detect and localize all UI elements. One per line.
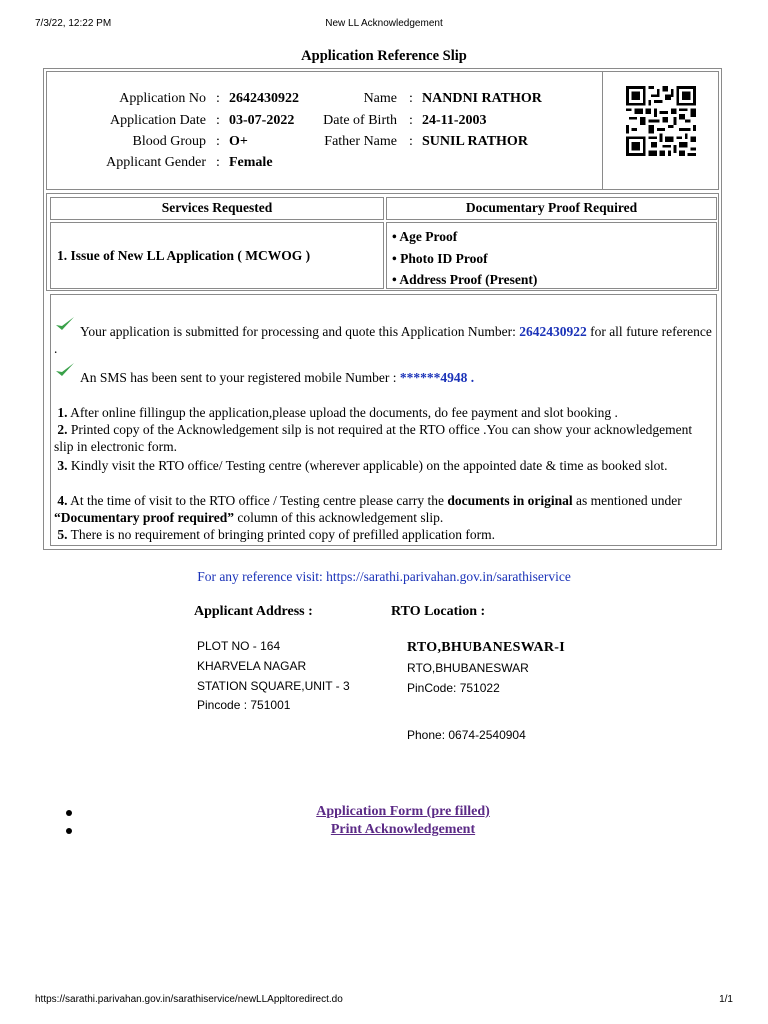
note-text: After online fillingup the application,please upload the documents, do fee payment and slot booking . <box>70 405 618 420</box>
list-item <box>0 822 768 840</box>
note-number: 5. <box>57 527 68 542</box>
note-text: Printed copy of the Acknowledgement silp is not required at the RTO office .You can show your acknowledgement slip in electronic form. <box>54 422 693 454</box>
note-text: At the time of visit to the RTO office / Testing centre please carry the <box>70 493 445 508</box>
father-name-label: Father Name <box>324 134 397 149</box>
note-number: 2. <box>57 422 68 437</box>
services-requested-header-text: Services Requested <box>161 200 273 215</box>
note-1 <box>54 404 714 421</box>
colon: : <box>216 134 220 149</box>
dob-value: 24-11-2003 <box>422 113 487 128</box>
colon: : <box>409 91 413 106</box>
note-text: There is no requirement of bringing printed copy of prefilled application form. <box>70 527 496 542</box>
note-number: 4. <box>57 493 68 508</box>
note-number: 1. <box>57 405 68 420</box>
application-no-label: Application No <box>119 91 206 106</box>
colon: : <box>216 155 220 170</box>
proof-list <box>392 226 537 291</box>
sms-message <box>54 369 714 386</box>
print-footer <box>35 994 733 1008</box>
proof-item: • Address Proof (Present) <box>392 272 538 287</box>
documentary-proof-header <box>386 197 717 220</box>
print-acknowledgement-link[interactable]: Print Acknowledgement <box>330 822 476 837</box>
note-number: 3. <box>57 458 68 473</box>
address-line: STATION SQUARE,UNIT - 3 <box>197 679 350 693</box>
address-line: Pincode : 751001 <box>197 698 291 712</box>
rto-name: RTO,BHUBANESWAR-I <box>407 640 565 655</box>
note-emphasis: “Documentary proof required” <box>54 510 234 525</box>
colon: : <box>409 113 413 128</box>
name-label: Name <box>363 91 397 106</box>
address-line: PLOT NO - 164 <box>197 639 281 653</box>
note-text: Kindly visit the RTO office/ Testing centre (wherever applicable) on the appointed date & time as booked slot. <box>70 458 668 473</box>
gender-label: Applicant Gender <box>106 155 206 170</box>
print-datetime: 7/3/22, 12:22 PM <box>35 18 112 29</box>
note-emphasis: documents in original <box>447 493 573 508</box>
father-name-value: SUNIL RATHOR <box>422 134 528 149</box>
address-line: KHARVELA NAGAR <box>197 659 307 673</box>
colon: : <box>409 134 413 149</box>
note-5 <box>54 526 714 543</box>
dob-label: Date of Birth <box>323 113 397 128</box>
print-page-number: 1/1 <box>719 994 733 1005</box>
note-text: as mentioned under <box>576 493 682 508</box>
note-text: column of this acknowledgement slip. <box>237 510 444 525</box>
application-date-label: Application Date <box>109 113 206 128</box>
service-requested-item: 1. Issue of New LL Application ( MCWOG ) <box>57 248 311 263</box>
rto-city: RTO,BHUBANESWAR <box>407 661 529 675</box>
qr-code-icon <box>626 86 696 156</box>
rto-location-heading: RTO Location : <box>391 604 486 619</box>
print-page-title: New LL Acknowledgement <box>325 18 443 29</box>
blood-group-label: Blood Group <box>132 134 206 149</box>
applicant-address-heading: Applicant Address : <box>194 604 313 619</box>
gender-value: Female <box>229 155 273 170</box>
print-url: https://sarathi.parivahan.gov.in/sarathiservice/newLLAppltoredirect.do <box>35 994 343 1005</box>
sms-text-post: . <box>470 370 475 385</box>
rto-phone: Phone: 0674-2540904 <box>407 728 526 742</box>
blood-group-value: O+ <box>229 134 248 149</box>
rto-pincode: PinCode: 751022 <box>407 681 500 695</box>
application-form-link[interactable]: Application Form (pre filled) <box>316 804 490 819</box>
application-no-value: 2642430922 <box>229 91 299 106</box>
submitted-text-pre: Your application is submitted for processing and quote this Application Number: <box>80 324 516 339</box>
note-2 <box>54 421 714 455</box>
colon: : <box>216 113 220 128</box>
sms-text-pre: An SMS has been sent to your registered mobile Number : <box>80 370 397 385</box>
list-item <box>0 804 768 822</box>
submitted-app-number: 2642430922 <box>519 324 587 339</box>
slip-title: Application Reference Slip <box>301 48 467 64</box>
submitted-text-post: for all future reference . <box>54 324 712 356</box>
proof-item: • Photo ID Proof <box>392 250 488 266</box>
colon: : <box>216 91 220 106</box>
documentary-proof-header-text: Documentary Proof Required <box>465 200 638 215</box>
proof-item: • Age Proof <box>392 229 458 244</box>
note-4 <box>54 492 714 526</box>
print-header <box>35 18 733 32</box>
name-value: NANDNI RATHOR <box>422 91 542 106</box>
submitted-message <box>54 323 714 357</box>
sms-mobile-number: ******4948 <box>399 370 468 385</box>
note-3 <box>54 457 714 474</box>
application-date-value: 03-07-2022 <box>229 113 295 128</box>
services-requested-header <box>50 197 384 220</box>
reference-link-line[interactable]: For any reference visit: https://sarathi.parivahan.gov.in/sarathiservice <box>197 569 571 584</box>
